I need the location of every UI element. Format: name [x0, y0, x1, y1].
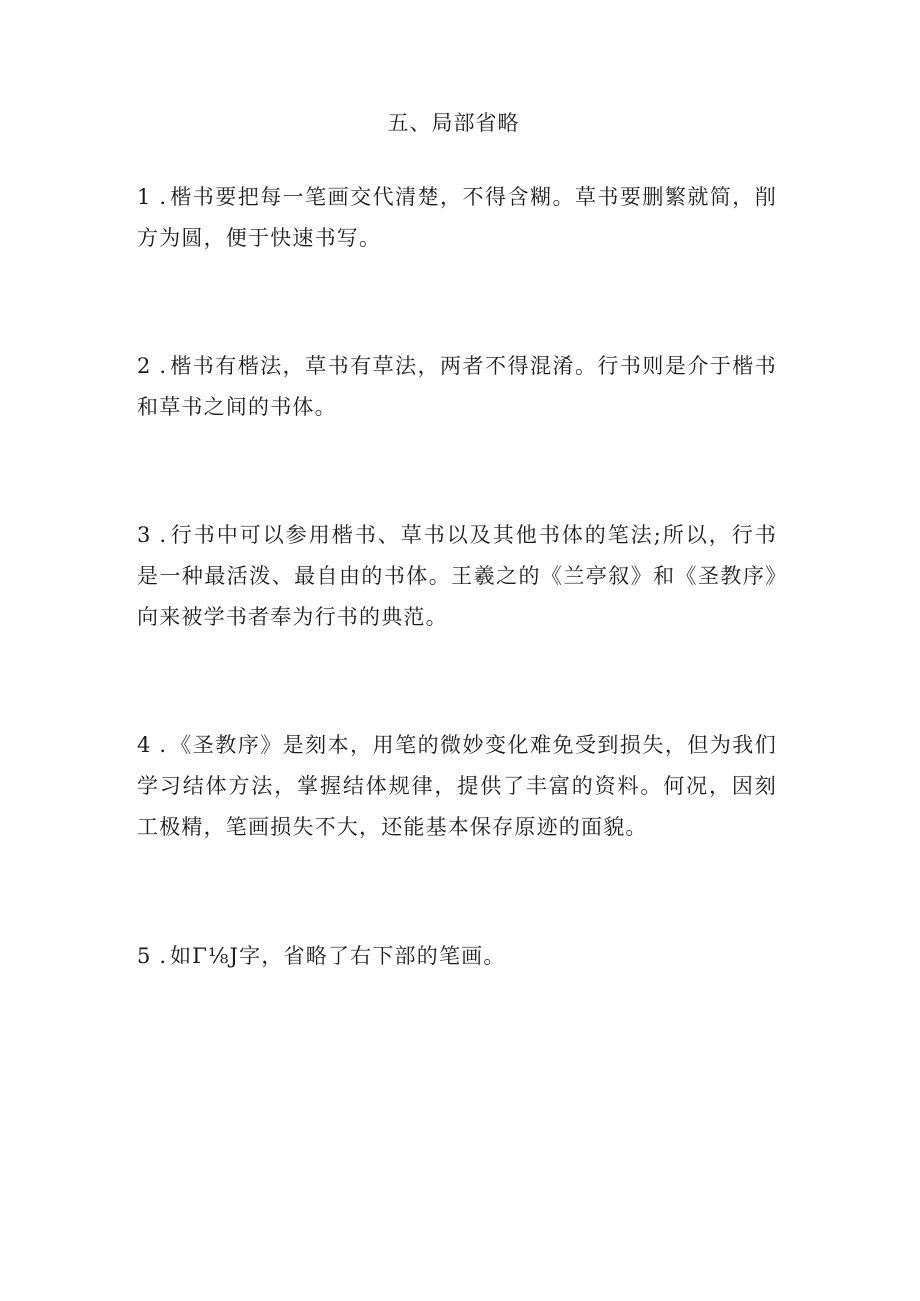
paragraph-2 — [137, 346, 777, 428]
section-title: 五、局部省略 — [387, 111, 520, 135]
paragraph-text: 楷书有楷法，草书有草法，两者不得混淆。行书则是介于楷书和草书之间的书体。 — [137, 354, 777, 419]
paragraph-5 — [137, 936, 777, 977]
paragraph-number: 1 . — [137, 185, 168, 209]
paragraph-number: 2 . — [137, 354, 168, 378]
paragraph-1 — [137, 177, 777, 259]
paragraph-text: 如Γ⅛J字，省略了右下部的笔画。 — [170, 944, 506, 968]
paragraph-3 — [137, 515, 777, 638]
paragraph-4 — [137, 725, 777, 848]
paragraph-number: 4 . — [137, 733, 168, 757]
paragraph-text: 行书中可以参用楷书、草书以及其他书体的笔法;所以，行书是一种最活泼、最自由的书体。王羲之的《兰亭叙》和《圣教序》向来被学书者奉为行书的典范。 — [137, 523, 777, 629]
paragraph-number: 5 . — [137, 944, 168, 968]
paragraph-text: 《圣教序》是刻本，用笔的微妙变化难免受到损失，但为我们学习结体方法，掌握结体规律，提供了丰富的资料。何况，因刻工极精，笔画损失不大，还能基本保存原迹的面貌。 — [137, 733, 777, 839]
paragraph-text: 楷书要把每一笔画交代清楚，不得含糊。草书要删繁就简，削方为圆，便于快速书写。 — [137, 185, 777, 250]
paragraph-number: 3 . — [137, 523, 168, 547]
